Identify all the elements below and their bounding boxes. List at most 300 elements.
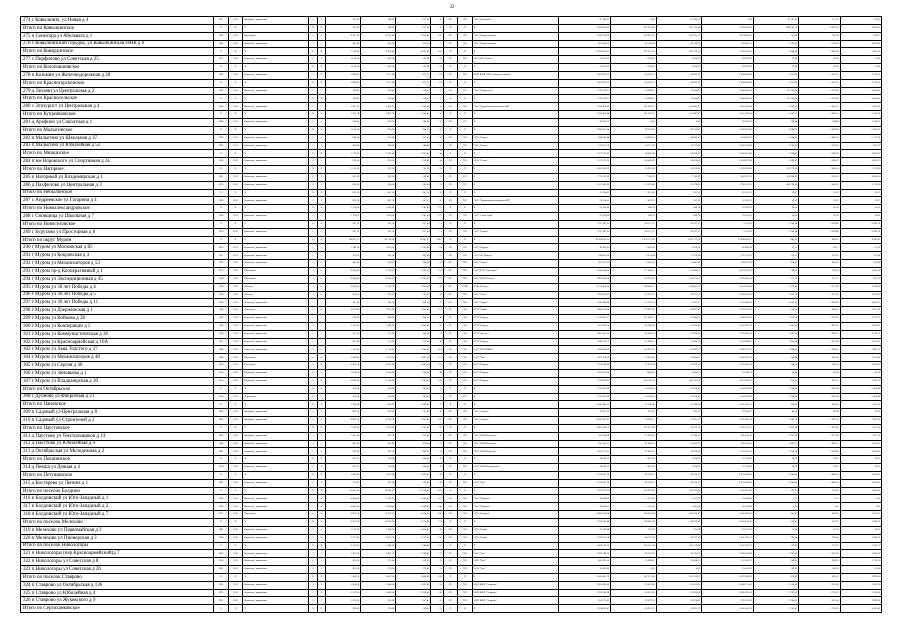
row-cell: 2 808 230,86 (559, 307, 611, 315)
row-cell: 65 268,86 (559, 213, 611, 221)
row-cell: 530,10 (361, 252, 396, 260)
row-cell: 31,49 (799, 64, 840, 72)
row-cell: Каменные, кирпичные (243, 118, 309, 126)
row-cell: 207 214,49 (656, 24, 701, 32)
row-address: 285 п Нагорный ул Владимирская д 1 (21, 173, 214, 181)
row-cell: 1 507,70 (325, 103, 360, 111)
row-cell: X (309, 205, 317, 213)
table-row (21, 581, 882, 589)
row-cell: ООО УК "Светлое" (472, 56, 559, 64)
row-cell: 2 001,91 (753, 322, 798, 330)
row-cell: 3 345 076,96 (559, 32, 611, 40)
row-cell: УК (458, 244, 472, 252)
row-cell: 33,07 (840, 189, 881, 197)
row-address: 279 д Лисини ул Центральная д 2 (21, 87, 214, 95)
row-cell: 228 (431, 573, 443, 581)
row-cell: ООО "ЖЭК Паустово" (472, 448, 559, 456)
row-cell: 207 214,53 (656, 48, 701, 56)
row-cell: 2 086,42 (799, 471, 840, 479)
row-cell: 1958 (214, 213, 228, 221)
row-cell: 2 567,00 (325, 322, 360, 330)
row-cell: ООО УК "Корунд" (472, 252, 559, 260)
row-cell: 695,90 (325, 189, 360, 197)
row-cell: 2 (317, 17, 325, 25)
table-row (21, 393, 882, 401)
row-cell: 37 (431, 401, 443, 409)
row-cell: Каменные, кирпичные (243, 377, 309, 385)
row-cell: Каменные, кирпичные (243, 197, 309, 205)
row-cell: 2011 (228, 134, 242, 142)
row-cell: X (228, 24, 242, 32)
row-cell: 32 314,96 (702, 464, 754, 472)
row-cell: 664,60 (396, 456, 431, 464)
row-cell: X (243, 456, 309, 464)
row-cell: 434,00 (361, 260, 396, 268)
row-cell: X (458, 220, 472, 228)
table-row (21, 307, 882, 315)
row-cell: 656,00 (396, 432, 431, 440)
row-cell: 33,07 (753, 189, 798, 197)
row-cell: 5 (309, 377, 317, 385)
row-cell: 2012 (228, 40, 242, 48)
row-cell: 1958 (214, 558, 228, 566)
row-cell: 3 (309, 71, 317, 79)
row-cell: 46 561,75 (325, 236, 360, 244)
row-cell: 63 (431, 71, 443, 79)
row-cell: X (309, 166, 317, 174)
row-cell: 2 689,76 (753, 330, 798, 338)
row-cell: 2012 (228, 17, 242, 25)
row-cell: 93 478,06 (611, 581, 656, 589)
table-row (21, 432, 882, 440)
row-cell: ЕУ (458, 87, 472, 95)
row-cell: Каменные, кирпичные (243, 103, 309, 111)
row-cell: 4 000,00 (840, 322, 881, 330)
row-cell: УК (458, 558, 472, 566)
row-cell: УК (458, 268, 472, 276)
row-cell: X (243, 424, 309, 432)
row-cell: РО (443, 346, 457, 354)
row-cell: 1 856 833,00 (559, 369, 611, 377)
row-cell: 853 908,06 (559, 40, 611, 48)
row-cell: 3 302,00 (396, 417, 431, 425)
table-row (21, 142, 882, 150)
row-address: 320 п Мелехово ул Пионерская д 3 (21, 534, 214, 542)
row-cell: 569,60 (396, 56, 431, 64)
row-cell: 1974 (214, 464, 228, 472)
row-cell: 780,00 (753, 534, 798, 542)
row-cell: X (472, 542, 559, 550)
row-cell: 2 725,00 (396, 534, 431, 542)
row-cell: 2 (317, 330, 325, 338)
row-cell: 2 (309, 134, 317, 142)
row-cell: ООО "Гарант" (472, 526, 559, 534)
row-cell: ООО "Энергосети" (472, 87, 559, 95)
row-cell: 16 968,95 (611, 95, 656, 103)
row-address: Итого по Пановское (21, 401, 214, 409)
row-cell: 648,78 (611, 213, 656, 221)
row-cell: 42 850,49 (702, 244, 754, 252)
row-cell: X (309, 220, 317, 228)
row-cell: 121 647,97 (656, 111, 701, 119)
row-cell: 2 223 093,48 (559, 519, 611, 527)
row-cell: 594,00 (325, 118, 360, 126)
row-cell: 19 (431, 464, 443, 472)
row-cell: 39,22 (799, 464, 840, 472)
row-cell: 5 287,00 (840, 417, 881, 425)
row-cell: Каменные, кирпичные (243, 346, 309, 354)
table-row (21, 495, 882, 503)
row-address: Итого по Куприяновское (21, 111, 214, 119)
row-cell: 525,00 (361, 409, 396, 417)
row-cell: X (472, 111, 559, 119)
row-cell: 19 (431, 456, 443, 464)
row-cell: Каменные, кирпичные (243, 40, 309, 48)
summary-row (21, 605, 882, 613)
row-cell: ООО "Корунд" (472, 338, 559, 346)
row-cell: УК (458, 377, 472, 385)
row-cell: 2 996 871,44 (559, 126, 611, 134)
row-cell: 4 (317, 275, 325, 283)
row-cell: РО (443, 197, 457, 205)
row-cell: Каменные, кирпичные (243, 338, 309, 346)
table-body (21, 17, 882, 613)
row-cell: X (317, 79, 325, 87)
row-address: 312 д Паустово ул Юбилейная д 9 (21, 440, 214, 448)
row-cell: 15,65 (753, 526, 798, 534)
row-cell: 2 243 370,10 (702, 542, 754, 550)
row-cell: РО (443, 299, 457, 307)
row-cell: 1 870,69 (753, 424, 798, 432)
row-cell: УК (458, 103, 472, 111)
row-cell: 2 193,50 (702, 228, 754, 236)
row-cell: X (317, 48, 325, 56)
row-cell: 129,70 (753, 487, 798, 495)
row-cell: X (317, 487, 325, 495)
row-address: Итого по Малыгинское (21, 126, 214, 134)
summary-row (21, 150, 882, 158)
row-cell: 32 314,96 (702, 456, 754, 464)
row-cell: 908,02 (753, 558, 798, 566)
row-cell: 1 696,87 (753, 150, 798, 158)
row-cell: 53 248,06 (611, 401, 656, 409)
row-cell: 635,40 (361, 134, 396, 142)
row-cell: X (317, 220, 325, 228)
row-cell: РО (443, 550, 457, 558)
row-cell: УК (458, 440, 472, 448)
row-cell: 150 (431, 534, 443, 542)
row-cell: X (458, 456, 472, 464)
row-cell: X (317, 542, 325, 550)
row-cell: 4 737,37 (840, 315, 881, 323)
row-cell: 1962 (214, 315, 228, 323)
row-cell: 4 (317, 362, 325, 370)
row-cell: 4 965,07 (840, 150, 881, 158)
row-cell: X (214, 220, 228, 228)
row-cell: 835,70 (325, 464, 360, 472)
row-cell: 1 035,38 (840, 268, 881, 276)
row-cell: 897,40 (325, 338, 360, 346)
row-cell: X (243, 150, 309, 158)
row-cell: 48 (431, 369, 443, 377)
row-cell: 4 573,52 (361, 511, 396, 519)
row-cell: 5 177,34 (840, 134, 881, 142)
row-cell: 424,01 (753, 260, 798, 268)
row-cell: 5 888,60 (396, 573, 431, 581)
row-cell: 782,00 (325, 95, 360, 103)
row-cell: 500,00 (396, 181, 431, 189)
row-cell: ООО "ЖЭУ Южное" (472, 275, 559, 283)
row-cell: 1 782,00 (396, 213, 431, 221)
row-cell: 1 043 379,80 (702, 142, 754, 150)
row-cell: X (317, 605, 325, 613)
row-cell: 2012 (228, 291, 242, 299)
row-address: Итого по Новоалександровское (21, 205, 214, 213)
row-cell: 1957 (214, 338, 228, 346)
row-cell: 180 082,13 (656, 283, 701, 291)
row-cell: X (317, 401, 325, 409)
row-cell: X (228, 401, 242, 409)
table-row (21, 597, 882, 605)
row-cell: 635,40 (396, 134, 431, 142)
row-cell: 784,80 (361, 17, 396, 25)
row-cell: Каменные, кирпичные (243, 330, 309, 338)
row-cell: 741,89 (753, 32, 798, 40)
row-cell: Каменные, кирпичные (243, 134, 309, 142)
row-cell: Каменные, кирпичные (243, 56, 309, 64)
row-cell: РО (443, 362, 457, 370)
row-cell: 527,02 (799, 542, 840, 550)
row-cell: 388,00 (361, 142, 396, 150)
row-cell: УК (458, 213, 472, 221)
row-address: 289 с Бурухово ул Просторная д 8 (21, 228, 214, 236)
row-cell: 2 086,42 (753, 471, 798, 479)
row-cell: 207 214,53 (611, 48, 656, 56)
row-cell: 119 097,47 (656, 307, 701, 315)
row-cell: 1951 (214, 17, 228, 25)
row-cell: 7 108,20 (325, 573, 360, 581)
row-cell: 3 (309, 534, 317, 542)
row-cell: 83 099,09 (656, 330, 701, 338)
row-cell: 1987 (214, 71, 228, 79)
row-cell: 1 936,70 (840, 377, 881, 385)
row-cell: X (228, 424, 242, 432)
row-cell: 89 478,49 (611, 519, 656, 527)
row-cell: 2011 (228, 393, 242, 401)
table-row (21, 534, 882, 542)
row-cell: X (443, 205, 457, 213)
row-cell: 1 747,46 (656, 503, 701, 511)
table-row (21, 409, 882, 417)
row-cell: 29 567,72 (559, 409, 611, 417)
row-cell: 100 074,43 (656, 511, 701, 519)
row-cell: X (472, 126, 559, 134)
row-cell: X (228, 64, 242, 72)
row-cell: 2 (317, 142, 325, 150)
row-cell: X (458, 64, 472, 72)
row-cell: 1 200,00 (396, 401, 431, 409)
row-cell: X (309, 605, 317, 613)
row-cell: Каменные, кирпичные (243, 173, 309, 181)
row-cell: 2 982,44 (799, 393, 840, 401)
row-cell: 4 (317, 268, 325, 276)
row-cell: 964,30 (361, 56, 396, 64)
row-cell: Панельные (243, 275, 309, 283)
row-cell: X (228, 236, 242, 244)
row-cell: 63 970,82 (702, 205, 754, 213)
row-cell: 2012 (228, 197, 242, 205)
row-address: Итого по поселок Мелехово (21, 519, 214, 527)
row-address: 292 г Муром ул Механизаторов д 53 (21, 260, 214, 268)
row-cell: 665,00 (325, 558, 360, 566)
row-cell: 39,22 (753, 464, 798, 472)
row-cell: 55 403,93 (559, 566, 611, 574)
row-cell: 2012 (228, 550, 242, 558)
row-cell: 275,00 (396, 228, 431, 236)
row-cell: 0,00 (702, 17, 754, 25)
row-address: Итого по Петушинское (21, 471, 214, 479)
row-cell: РО (443, 134, 457, 142)
summary-row (21, 456, 882, 464)
row-cell: 121 647,97 (656, 103, 701, 111)
row-cell: 1 676 773,59 (611, 236, 656, 244)
row-cell: 4 420,93 (840, 448, 881, 456)
row-cell: 2 795,19 (753, 589, 798, 597)
row-cell: 2 (309, 464, 317, 472)
row-cell: 575,00 (361, 338, 396, 346)
row-cell: 5 044 508,68 (559, 268, 611, 276)
table-row (21, 87, 882, 95)
row-cell: 2 (309, 558, 317, 566)
row-cell: 785,00 (396, 291, 431, 299)
row-cell: 2012 (228, 228, 242, 236)
summary-row (21, 519, 882, 527)
table-row (21, 103, 882, 111)
row-cell: 5 579,00 (840, 181, 881, 189)
row-cell: 1 222 484,89 (559, 299, 611, 307)
row-cell: 34 344,72 (559, 464, 611, 472)
row-cell: 1 280,22 (840, 534, 881, 542)
row-cell: X (214, 79, 228, 87)
row-cell: 3 999,00 (840, 597, 881, 605)
row-cell: 1 039,20 (611, 64, 656, 72)
row-cell: 4 339,49 (840, 605, 881, 613)
row-cell: X (317, 385, 325, 393)
row-address: 295 г Муром ул 30 лет Победы д 4 (21, 283, 214, 291)
row-cell: X (443, 166, 457, 174)
row-cell: 864,50 (396, 315, 431, 323)
row-cell: 467,00 (325, 260, 360, 268)
row-cell: 2 044 136,50 (702, 519, 754, 527)
row-cell: ТСЖ (458, 283, 472, 291)
row-cell: 0,00 (656, 566, 701, 574)
row-cell: 41 828,18 (611, 440, 656, 448)
row-address: 276 с Ковылкинский городок, ул Ковылкинская ПМК д 6 (21, 40, 214, 48)
row-cell: 16 968,95 (656, 87, 701, 95)
row-cell: ООО "Овал" (472, 291, 559, 299)
table-row (21, 354, 882, 362)
row-address: 296 г Муром ул 30 лет Победы д 5 (21, 291, 214, 299)
row-cell: 1 736 011,95 (702, 181, 754, 189)
row-cell: ООО "Коммунальник" (472, 32, 559, 40)
table-row (21, 526, 882, 534)
row-cell: РО (443, 581, 457, 589)
row-cell: 54 715,88 (611, 142, 656, 150)
row-cell: X (472, 189, 559, 197)
row-cell: X (228, 542, 242, 550)
row-cell: 1963 (214, 417, 228, 425)
row-cell: 2 000,02 (753, 134, 798, 142)
row-cell: 3 854 192,08 (702, 283, 754, 291)
row-cell: 33,07 (840, 197, 881, 205)
row-cell: 2012 (228, 330, 242, 338)
row-cell: 162 984,07 (753, 173, 798, 181)
row-cell: X (214, 605, 228, 613)
row-cell: 1 676 773,59 (656, 236, 701, 244)
row-cell: 648,78 (611, 205, 656, 213)
row-cell: 1 863 441,33 (559, 330, 611, 338)
row-cell: Каменные, кирпичные (243, 252, 309, 260)
row-cell: X (317, 189, 325, 197)
row-cell: УК (458, 197, 472, 205)
row-cell: 2 973 627,83 (559, 487, 611, 495)
row-cell: 2 (309, 369, 317, 377)
row-cell: 2011 (228, 299, 242, 307)
row-cell: 935,60 (361, 126, 396, 134)
row-cell: 1 846,00 (361, 581, 396, 589)
row-cell: 3 500,00 (396, 503, 431, 511)
row-cell: 294,00 (396, 260, 431, 268)
row-cell: 2 (317, 87, 325, 95)
row-cell: РО (443, 503, 457, 511)
row-cell: 3 298,48 (799, 220, 840, 228)
row-cell: 2 (317, 432, 325, 440)
row-cell: 1 031,47 (753, 79, 798, 87)
row-cell: 54 368,83 (656, 385, 701, 393)
row-cell: РО (443, 511, 457, 519)
row-cell: 1 360,30 (361, 526, 396, 534)
row-cell: X (243, 401, 309, 409)
row-cell: 42 139,28 (656, 40, 701, 48)
row-cell: 5 408,44 (840, 385, 881, 393)
row-cell: 4 956,60 (840, 471, 881, 479)
row-cell: 4 072,80 (325, 307, 360, 315)
row-cell: 2 940,98 (753, 48, 798, 56)
row-cell: УК (458, 409, 472, 417)
row-cell: X (317, 24, 325, 32)
row-cell: 2 303,86 (753, 448, 798, 456)
row-cell: X (309, 573, 317, 581)
row-cell: ООО "Гарант" (472, 299, 559, 307)
row-cell: X (243, 471, 309, 479)
row-cell: 2 633 580,20 (559, 589, 611, 597)
row-cell: 4 164,20 (396, 511, 431, 519)
row-cell: Каменные, кирпичные (243, 550, 309, 558)
row-cell: ООО "Гранит" (472, 142, 559, 150)
row-cell: ООО "ЖЭК Паустово" (472, 432, 559, 440)
row-cell: 259,67 (753, 252, 798, 260)
row-cell: 1 206,40 (396, 103, 431, 111)
row-cell: Каменные, кирпичные (243, 244, 309, 252)
row-cell: 1 471 038,02 (702, 471, 754, 479)
row-cell: X (214, 471, 228, 479)
row-cell: 1964 (214, 377, 228, 385)
row-cell: 19 (431, 558, 443, 566)
row-address: 318 п Болдинский ул Юго-Западный д 7 (21, 511, 214, 519)
row-cell: 36 702,52 (702, 118, 754, 126)
row-cell: 2 412,29 (840, 103, 881, 111)
table-row (21, 71, 882, 79)
